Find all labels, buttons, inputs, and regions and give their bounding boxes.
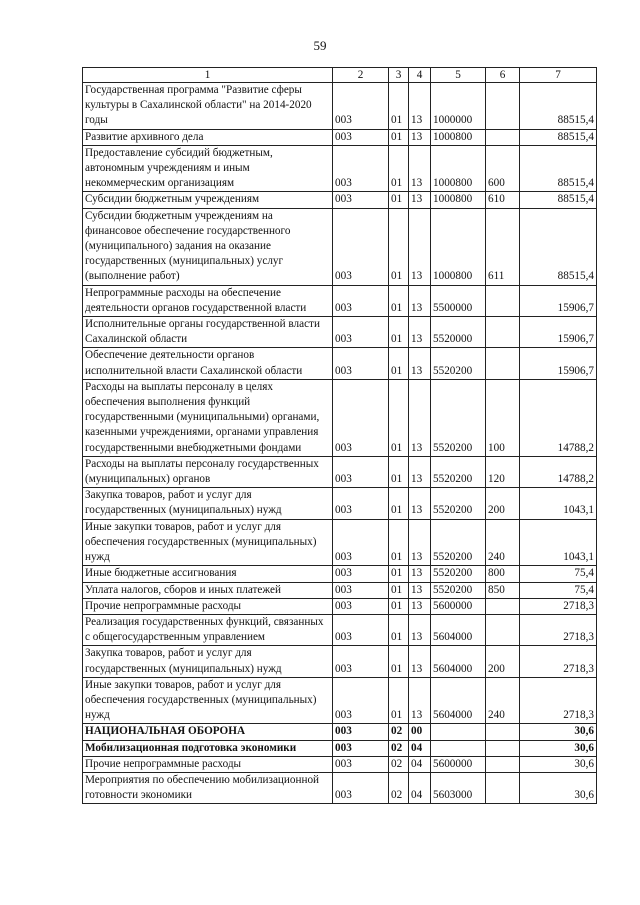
row-amount-cell: 88515,4 <box>520 145 597 192</box>
row-section-cell: 01 <box>389 677 409 724</box>
row-subsection-cell: 13 <box>409 317 431 348</box>
row-section-cell: 01 <box>389 456 409 487</box>
row-expense-type-cell <box>486 614 520 645</box>
table-row <box>83 379 597 456</box>
table-row <box>83 724 597 740</box>
row-amount-cell: 14788,2 <box>520 456 597 487</box>
row-target-code-cell: 5604000 <box>431 677 486 724</box>
row-subsection-cell: 13 <box>409 348 431 379</box>
row-target-code-cell: 1000000 <box>431 83 486 130</box>
row-admin-code-cell: 003 <box>333 348 389 379</box>
row-name-cell: Расходы на выплаты персоналу в целях обеспечения выполнения функций государственными (муниципальными) органами, казенными учреждениями, органами управления государственными внебюджетными фондами <box>83 379 333 456</box>
row-admin-code-cell: 003 <box>333 677 389 724</box>
row-name-cell: Реализация государственных функций, связанных с общегосударственным управлением <box>83 614 333 645</box>
row-admin-code-cell: 003 <box>333 208 389 285</box>
row-section-cell: 01 <box>389 208 409 285</box>
row-name-cell: Расходы на выплаты персоналу государственных (муниципальных) органов <box>83 456 333 487</box>
row-amount-cell: 88515,4 <box>520 208 597 285</box>
row-expense-type-cell: 200 <box>486 646 520 677</box>
row-section-cell: 01 <box>389 566 409 582</box>
table-row <box>83 772 597 803</box>
table-row <box>83 566 597 582</box>
table-row <box>83 317 597 348</box>
row-expense-type-cell: 240 <box>486 519 520 566</box>
header-cell: 1 <box>83 68 333 83</box>
row-expense-type-cell: 240 <box>486 677 520 724</box>
row-target-code-cell: 5603000 <box>431 772 486 803</box>
row-name-cell: Закупка товаров, работ и услуг для государственных (муниципальных) нужд <box>83 646 333 677</box>
row-name-cell: Развитие архивного дела <box>83 129 333 145</box>
row-subsection-cell: 13 <box>409 488 431 519</box>
row-subsection-cell: 13 <box>409 83 431 130</box>
table-row <box>83 129 597 145</box>
header-row <box>83 68 597 83</box>
row-subsection-cell: 13 <box>409 582 431 598</box>
header-cell: 4 <box>409 68 431 83</box>
row-name-cell: Уплата налогов, сборов и иных платежей <box>83 582 333 598</box>
header-cell: 6 <box>486 68 520 83</box>
row-admin-code-cell: 003 <box>333 456 389 487</box>
row-expense-type-cell <box>486 317 520 348</box>
row-admin-code-cell: 003 <box>333 83 389 130</box>
row-amount-cell: 2718,3 <box>520 677 597 724</box>
row-name-cell: Мобилизационная подготовка экономики <box>83 740 333 756</box>
row-name-cell: Обеспечение деятельности органов исполнительной власти Сахалинской области <box>83 348 333 379</box>
row-name-cell: Предоставление субсидий бюджетным, автономным учреждениям и иным некоммерческим организациям <box>83 145 333 192</box>
row-section-cell: 01 <box>389 145 409 192</box>
row-subsection-cell: 04 <box>409 756 431 772</box>
row-target-code-cell: 1000800 <box>431 208 486 285</box>
header-cell: 7 <box>520 68 597 83</box>
row-admin-code-cell: 003 <box>333 317 389 348</box>
row-expense-type-cell <box>486 740 520 756</box>
row-expense-type-cell: 850 <box>486 582 520 598</box>
row-name-cell: Прочие непрограммные расходы <box>83 756 333 772</box>
row-target-code-cell: 5600000 <box>431 598 486 614</box>
row-subsection-cell: 13 <box>409 379 431 456</box>
row-subsection-cell: 13 <box>409 598 431 614</box>
row-amount-cell: 2718,3 <box>520 646 597 677</box>
row-subsection-cell: 13 <box>409 145 431 192</box>
budget-table <box>82 67 597 804</box>
table-row <box>83 83 597 130</box>
table-row <box>83 208 597 285</box>
row-subsection-cell: 04 <box>409 772 431 803</box>
row-amount-cell: 1043,1 <box>520 488 597 519</box>
row-admin-code-cell: 003 <box>333 519 389 566</box>
table-row <box>83 519 597 566</box>
row-section-cell: 02 <box>389 756 409 772</box>
row-section-cell: 01 <box>389 129 409 145</box>
row-admin-code-cell: 003 <box>333 129 389 145</box>
row-expense-type-cell: 200 <box>486 488 520 519</box>
row-amount-cell: 30,6 <box>520 772 597 803</box>
row-name-cell: Иные закупки товаров, работ и услуг для обеспечения государственных (муниципальных) нужд <box>83 677 333 724</box>
row-amount-cell: 15906,7 <box>520 317 597 348</box>
row-target-code-cell: 5600000 <box>431 756 486 772</box>
row-target-code-cell: 5520200 <box>431 566 486 582</box>
row-expense-type-cell <box>486 348 520 379</box>
row-section-cell: 02 <box>389 724 409 740</box>
row-amount-cell: 30,6 <box>520 756 597 772</box>
row-section-cell: 01 <box>389 285 409 316</box>
row-target-code-cell: 5604000 <box>431 614 486 645</box>
row-expense-type-cell: 611 <box>486 208 520 285</box>
row-target-code-cell: 5520200 <box>431 379 486 456</box>
row-name-cell: Субсидии бюджетным учреждениям на финансовое обеспечение государственного (муниципального) задания на оказание государственных (муниципальных) услуг (выполнение работ) <box>83 208 333 285</box>
row-expense-type-cell: 610 <box>486 192 520 208</box>
row-name-cell: Государственная программа "Развитие сферы культуры в Сахалинской области" на 2014-2020 годы <box>83 83 333 130</box>
table-row <box>83 582 597 598</box>
row-subsection-cell: 13 <box>409 456 431 487</box>
row-admin-code-cell: 003 <box>333 756 389 772</box>
row-section-cell: 01 <box>389 519 409 566</box>
table-row <box>83 348 597 379</box>
row-name-cell: Мероприятия по обеспечению мобилизационной готовности экономики <box>83 772 333 803</box>
row-expense-type-cell: 120 <box>486 456 520 487</box>
row-admin-code-cell: 003 <box>333 488 389 519</box>
row-subsection-cell: 13 <box>409 566 431 582</box>
row-section-cell: 01 <box>389 348 409 379</box>
row-subsection-cell: 13 <box>409 677 431 724</box>
row-target-code-cell: 5500000 <box>431 285 486 316</box>
table-row <box>83 488 597 519</box>
row-admin-code-cell: 003 <box>333 582 389 598</box>
row-amount-cell: 88515,4 <box>520 83 597 130</box>
row-subsection-cell: 00 <box>409 724 431 740</box>
row-admin-code-cell: 003 <box>333 646 389 677</box>
row-expense-type-cell <box>486 756 520 772</box>
row-name-cell: Закупка товаров, работ и услуг для государственных (муниципальных) нужд <box>83 488 333 519</box>
row-admin-code-cell: 003 <box>333 285 389 316</box>
row-admin-code-cell: 003 <box>333 724 389 740</box>
row-section-cell: 01 <box>389 317 409 348</box>
row-name-cell: Исполнительные органы государственной власти Сахалинской области <box>83 317 333 348</box>
row-admin-code-cell: 003 <box>333 598 389 614</box>
row-expense-type-cell <box>486 772 520 803</box>
row-amount-cell: 75,4 <box>520 582 597 598</box>
header-cell: 2 <box>333 68 389 83</box>
row-name-cell: НАЦИОНАЛЬНАЯ ОБОРОНА <box>83 724 333 740</box>
table-row <box>83 740 597 756</box>
row-name-cell: Непрограммные расходы на обеспечение деятельности органов государственной власти <box>83 285 333 316</box>
row-target-code-cell: 5520200 <box>431 348 486 379</box>
row-expense-type-cell: 800 <box>486 566 520 582</box>
header-cell: 5 <box>431 68 486 83</box>
table-row <box>83 192 597 208</box>
row-amount-cell: 88515,4 <box>520 129 597 145</box>
row-admin-code-cell: 003 <box>333 192 389 208</box>
table-row <box>83 598 597 614</box>
row-expense-type-cell: 600 <box>486 145 520 192</box>
row-amount-cell: 75,4 <box>520 566 597 582</box>
row-target-code-cell: 1000800 <box>431 145 486 192</box>
row-section-cell: 01 <box>389 582 409 598</box>
row-target-code-cell: 5520000 <box>431 317 486 348</box>
table-row <box>83 614 597 645</box>
row-section-cell: 01 <box>389 379 409 456</box>
row-target-code-cell: 1000800 <box>431 129 486 145</box>
row-admin-code-cell: 003 <box>333 740 389 756</box>
row-amount-cell: 1043,1 <box>520 519 597 566</box>
table-row <box>83 646 597 677</box>
table-row <box>83 756 597 772</box>
row-amount-cell: 30,6 <box>520 740 597 756</box>
row-admin-code-cell: 003 <box>333 379 389 456</box>
row-admin-code-cell: 003 <box>333 145 389 192</box>
row-target-code-cell: 5520200 <box>431 519 486 566</box>
row-subsection-cell: 13 <box>409 208 431 285</box>
row-amount-cell: 88515,4 <box>520 192 597 208</box>
row-subsection-cell: 13 <box>409 285 431 316</box>
row-subsection-cell: 13 <box>409 519 431 566</box>
row-name-cell: Прочие непрограммные расходы <box>83 598 333 614</box>
row-section-cell: 02 <box>389 772 409 803</box>
row-expense-type-cell <box>486 129 520 145</box>
table-row <box>83 285 597 316</box>
row-expense-type-cell <box>486 83 520 130</box>
row-expense-type-cell: 100 <box>486 379 520 456</box>
row-section-cell: 01 <box>389 83 409 130</box>
row-subsection-cell: 13 <box>409 614 431 645</box>
row-target-code-cell <box>431 724 486 740</box>
table-row <box>83 456 597 487</box>
table-row <box>83 677 597 724</box>
row-section-cell: 01 <box>389 488 409 519</box>
row-expense-type-cell <box>486 598 520 614</box>
row-name-cell: Субсидии бюджетным учреждениям <box>83 192 333 208</box>
row-target-code-cell: 5520200 <box>431 582 486 598</box>
row-admin-code-cell: 003 <box>333 772 389 803</box>
row-target-code-cell: 5520200 <box>431 456 486 487</box>
row-name-cell: Иные закупки товаров, работ и услуг для обеспечения государственных (муниципальных) нужд <box>83 519 333 566</box>
row-amount-cell: 2718,3 <box>520 614 597 645</box>
row-section-cell: 01 <box>389 646 409 677</box>
row-target-code-cell: 1000800 <box>431 192 486 208</box>
row-target-code-cell: 5604000 <box>431 646 486 677</box>
row-subsection-cell: 13 <box>409 192 431 208</box>
row-amount-cell: 14788,2 <box>520 379 597 456</box>
header-cell: 3 <box>389 68 409 83</box>
row-section-cell: 02 <box>389 740 409 756</box>
row-name-cell: Иные бюджетные ассигнования <box>83 566 333 582</box>
row-amount-cell: 2718,3 <box>520 598 597 614</box>
row-amount-cell: 15906,7 <box>520 285 597 316</box>
row-admin-code-cell: 003 <box>333 566 389 582</box>
row-admin-code-cell: 003 <box>333 614 389 645</box>
page-number: 59 <box>313 38 327 53</box>
table-row <box>83 145 597 192</box>
row-expense-type-cell <box>486 285 520 316</box>
row-amount-cell: 30,6 <box>520 724 597 740</box>
row-target-code-cell <box>431 740 486 756</box>
row-target-code-cell: 5520200 <box>431 488 486 519</box>
row-subsection-cell: 04 <box>409 740 431 756</box>
row-section-cell: 01 <box>389 192 409 208</box>
row-expense-type-cell <box>486 724 520 740</box>
row-section-cell: 01 <box>389 614 409 645</box>
row-subsection-cell: 13 <box>409 646 431 677</box>
row-subsection-cell: 13 <box>409 129 431 145</box>
row-section-cell: 01 <box>389 598 409 614</box>
row-amount-cell: 15906,7 <box>520 348 597 379</box>
